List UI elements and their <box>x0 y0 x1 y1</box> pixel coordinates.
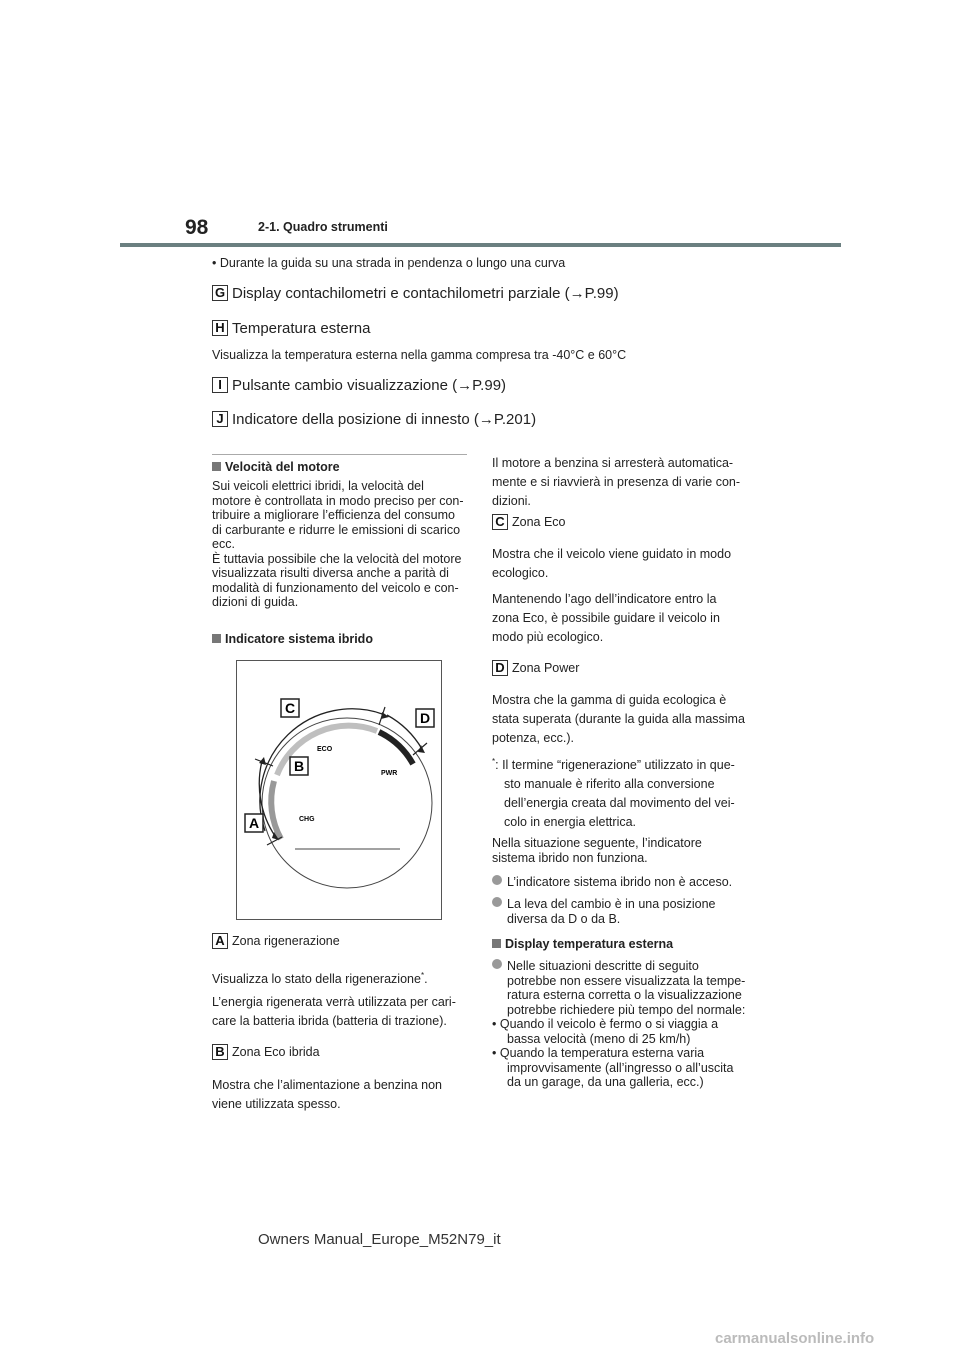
item-h-text: Temperatura esterna <box>232 319 371 337</box>
item-a-text: Zona rigenerazione <box>232 934 340 948</box>
square-bullet-icon <box>212 462 221 471</box>
item-a <box>212 933 340 949</box>
dot-item-2: La leva del cambio è in una posizione diversa da D o da B. <box>492 897 715 926</box>
item-c <box>492 514 566 530</box>
square-bullet-icon <box>212 634 221 643</box>
item-a-desc-2: L’energia rigenerata verrà utilizzata per cari- care la batteria ibrida (batteria di trazione). <box>212 995 456 1028</box>
page-number: 98 <box>185 216 209 239</box>
footnote: *: Il termine “rigenerazione” utilizzato in que- sto manuale è riferito alla conversione dell’energia creata dal movimento del vei- colo in energia elettrica. <box>492 757 735 830</box>
chapter-title: 2-1. Quadro strumenti <box>258 220 388 234</box>
item-c-desc: Mostra che il veicolo viene guidato in modo ecologico. <box>492 547 732 580</box>
round-bullet-icon <box>492 875 502 885</box>
fig-label-b: B <box>293 758 305 774</box>
item-h <box>212 319 370 337</box>
watermark: carmanualsonline.info <box>715 1330 875 1347</box>
item-b-desc: Mostra che l’alimentazione a benzina non viene utilizzata spesso. <box>212 1078 442 1111</box>
fig-chg-label: CHG <box>299 816 315 823</box>
round-bullet-icon <box>492 897 502 907</box>
label-d: D <box>492 660 508 676</box>
item-c-desc-2: Mantenendo l’ago dell’indicatore entro la zona Eco, è possibile guidare il veicolo in modo più ecologico. <box>492 592 720 644</box>
dot-item-1: L’indicatore sistema ibrido non è acceso. <box>492 875 732 890</box>
round-bullet-icon <box>492 959 502 969</box>
section-title-engine-speed: Velocità del motore <box>212 460 340 475</box>
footer-doc-id: Owners Manual_Europe_M52N79_it <box>258 1231 501 1248</box>
label-c: C <box>492 514 508 530</box>
item-d-desc: Mostra che la gamma di guida ecologica è stata superata (durante la guida alla massima potenza, ecc.). <box>492 693 745 745</box>
fig-label-c: C <box>284 700 296 716</box>
fig-eco-label: ECO <box>317 746 333 753</box>
item-h-desc: Visualizza la temperatura esterna nella gamma compresa tra -40°C e 60°C <box>212 348 627 362</box>
section-divider <box>212 454 467 455</box>
item-d-text: Zona Power <box>512 661 580 675</box>
hybrid-gauge-diagram <box>237 661 441 919</box>
dot-item-3: Nelle situazioni descritte di seguito potrebbe non essere visualizzata la tempe- ratura esterna corretta o la visualizzazione potrebbe richiedere più tempo del normale: <box>492 959 745 1017</box>
right-paragraph-1: Il motore a benzina si arresterà automatica- mente e si riavvierà in presenza di varie con- dizioni. <box>492 456 741 508</box>
item-g-text: Display contachilometri e contachilometri parziale (→P.99) <box>232 284 619 302</box>
label-h: H <box>212 320 228 336</box>
engine-speed-text: Sui veicoli elettrici ibridi, la velocità del motore è controllata in modo preciso per con- tribuire a migliorare l’efficienza del consumo di carburante e ridurre le emissioni di scarico ecc. È tuttavia possibile che la velocità del motore visualizzata risulti diversa anche a parità di modalità di funzionamento del veicolo e con- dizioni di guida. <box>212 479 464 609</box>
label-g: G <box>212 285 228 301</box>
right-paragraph-2: Nella situazione seguente, l’indicatore sistema ibrido non funziona. <box>492 836 702 865</box>
item-i <box>212 376 506 394</box>
label-i: I <box>212 377 228 393</box>
item-d <box>492 660 579 676</box>
header-rule <box>120 243 841 247</box>
sub-bullet-1: • Quando il veicolo è fermo o si viaggia a bassa velocità (meno di 25 km/h) <box>492 1017 719 1046</box>
item-j-text: Indicatore della posizione di innesto (→P.201) <box>232 410 537 428</box>
fig-label-d: D <box>419 710 431 726</box>
item-c-text: Zona Eco <box>512 515 566 529</box>
sub-bullet-2: • Quando la temperatura esterna varia improvvisamente (all’ingresso o all’uscita da un garage, da una galleria, ecc.) <box>492 1046 734 1089</box>
section-title-hybrid-indicator: Indicatore sistema ibrido <box>212 632 373 647</box>
item-b-text: Zona Eco ibrida <box>232 1045 320 1059</box>
fig-label-a: A <box>248 815 260 831</box>
square-bullet-icon <box>492 939 501 948</box>
label-b: B <box>212 1044 228 1060</box>
item-a-desc: Visualizza lo stato della rigenerazione*. <box>212 971 428 987</box>
item-b <box>212 1044 320 1060</box>
label-a: A <box>212 933 228 949</box>
section-title-outside-temp: Display temperatura esterna <box>492 937 673 952</box>
label-j: J <box>212 411 228 427</box>
fig-pwr-label: PWR <box>381 770 398 777</box>
item-i-text: Pulsante cambio visualizzazione (→P.99) <box>232 376 507 394</box>
bullet-item: • Durante la guida su una strada in pendenza o lungo una curva <box>212 256 566 270</box>
item-j <box>212 410 536 428</box>
item-g <box>212 284 619 302</box>
hybrid-indicator-figure <box>236 660 442 920</box>
